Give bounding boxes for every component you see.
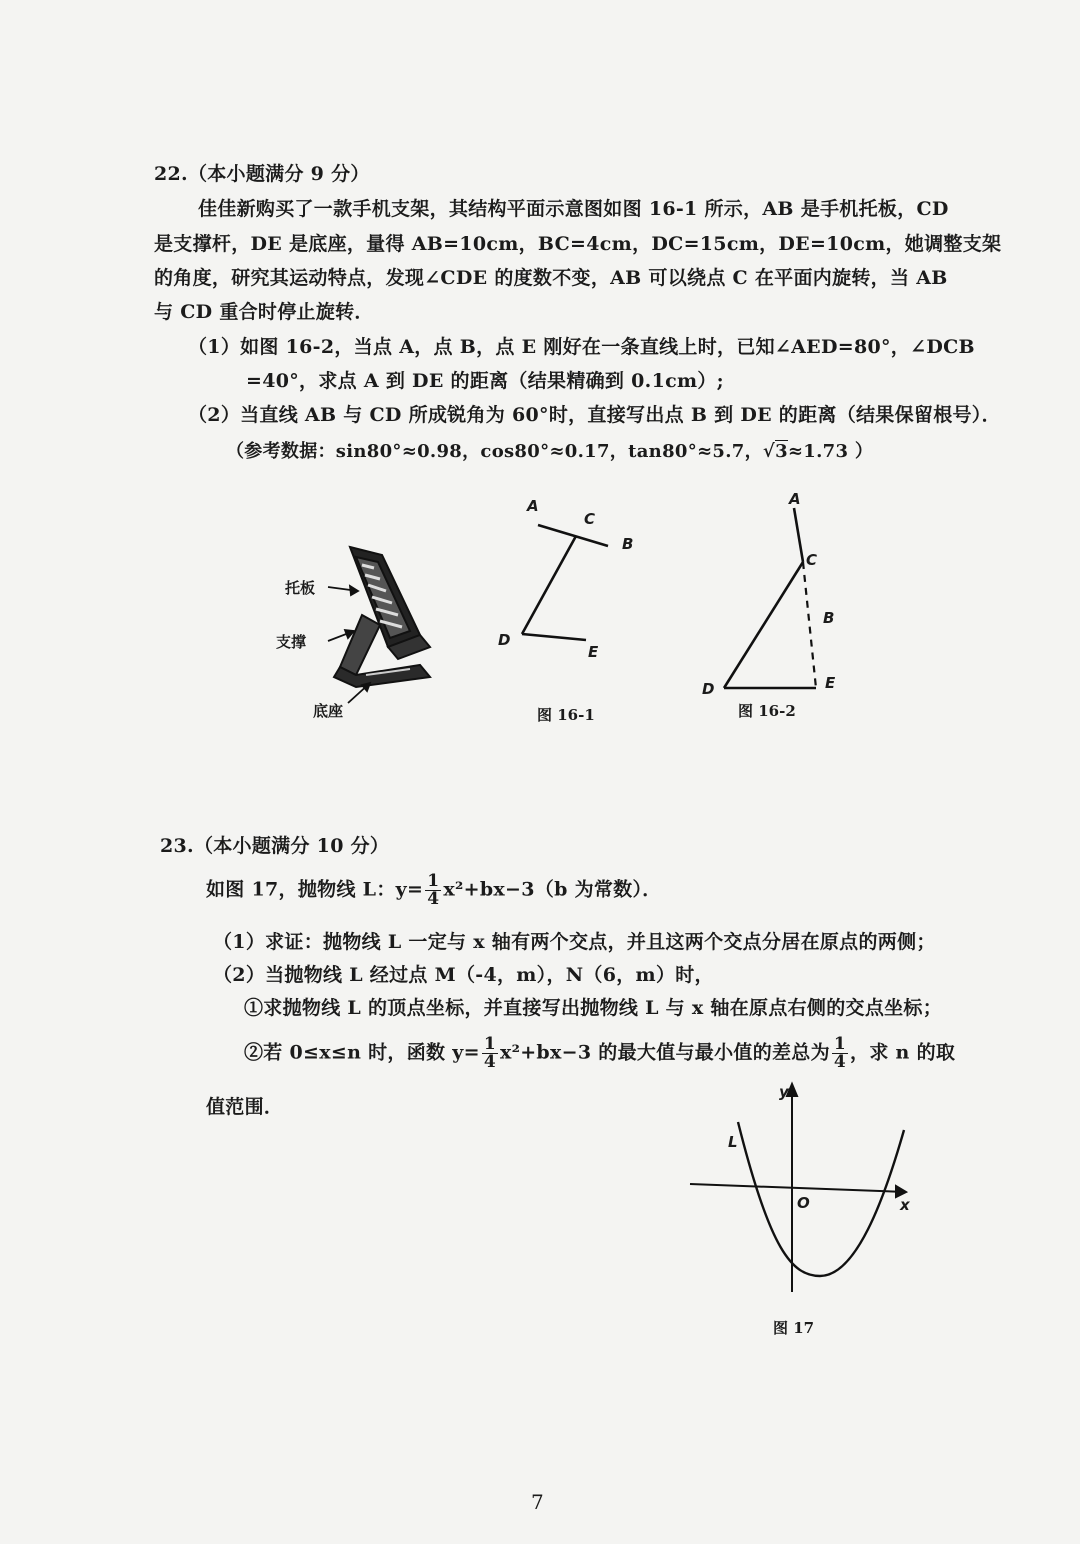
ref-prefix: （参考数据：sin80°≈0.98，cos80°≈0.17，tan80°≈5.7， [226,441,763,462]
fig16-1-label-c: C [584,510,596,528]
fig16-1-label-e: E [588,643,599,661]
q23-sub2-mid: x²+bx−3 的最大值与最小值的差总为 [499,1041,830,1064]
q23-sub2-suffix: ，求 n 的取 [850,1041,956,1064]
page-number: 7 [531,1490,544,1514]
q23-sub2-fraction-2 [832,1036,848,1071]
q22-part1-line-1: （1）如图 16-2，当点 A，点 B，点 E 刚好在一条直线上时，已知∠AED=80°，∠DCB [188,336,975,358]
fraction-numerator: 1 [427,871,440,891]
q23-sub2 [244,1036,955,1071]
q22-intro-line-3: 的角度，研究其运动特点，发现∠CDE 的度数不变，AB 可以绕点 C 在平面内旋转，当 AB [154,267,948,289]
q23-part2: （2）当抛物线 L 经过点 M（-4，m），N（6，m）时， [213,964,714,986]
parabola-l [738,1122,904,1276]
fraction-numerator: 1 [483,1034,496,1054]
figure-16-1 [490,490,650,680]
phone-stand-photo [270,535,450,725]
q22-part1-line-2: =40°，求点 A 到 DE 的距离（结果精确到 0.1cm）; [246,370,724,392]
segment-de [522,634,586,640]
figure-16-2 [690,490,850,700]
fig16-2-label-a: A [789,490,801,508]
q22-reference-data [226,439,873,465]
fig17-label-x: x [900,1196,910,1214]
fig17-caption: 图 17 [773,1319,815,1337]
segment-be-dashed [803,562,816,688]
sqrt-radicand: 3 [775,441,788,462]
segment-cd [522,536,576,634]
q23-sub1: ①求抛物线 L 的顶点坐标，并直接写出抛物线 L 与 x 轴在原点右侧的交点坐标； [244,997,943,1019]
fig16-2-label-b: B [823,609,835,627]
fig16-2-caption: 图 16-2 [738,702,796,720]
q22-part2: （2）当直线 AB 与 CD 所成锐角为 60°时，直接写出点 B 到 DE 的距离（结果保留根号）． [188,404,1001,426]
q22-intro-line-4: 与 CD 重合时停止旋转． [154,301,374,323]
fig16-2-label-c: C [806,551,818,569]
fig16-2-label-d: D [702,680,715,698]
segment-ac [794,508,803,562]
fraction-denominator: 4 [833,1052,847,1072]
fig17-label-o: O [797,1194,810,1212]
q22-intro-line-1: 佳佳新购买了一款手机支架，其结构平面示意图如图 16-1 所示，AB 是手机托板，CD [198,198,949,220]
label-dizuo: 底座 [313,702,344,720]
q23-heading: 23.（本小题满分 10 分） [160,835,390,857]
ref-suffix: ≈1.73 ） [787,441,874,462]
q23-fraction [425,873,441,908]
q23-intro-prefix: 如图 17，抛物线 L：y= [206,878,424,901]
label-tuoban: 托板 [285,579,316,597]
x-axis [690,1184,906,1192]
q23-sub2-line-2: 值范围． [206,1096,284,1118]
fig16-2-label-e: E [825,674,836,692]
fig16-1-label-a: A [527,497,539,515]
fig16-1-label-b: B [622,535,634,553]
fraction-denominator: 4 [427,889,440,909]
q23-intro-suffix: x²+bx−3（b 为常数）． [443,878,662,901]
sqrt-symbol: √ [762,441,776,462]
fig17-label-l: L [728,1133,738,1151]
label-zhicheng: 支撑 [276,633,307,651]
fig16-1-caption: 图 16-1 [537,706,595,724]
q22-heading: 22.（本小题满分 9 分） [154,163,370,185]
fig16-1-label-d: D [498,631,511,649]
q23-part1: （1）求证：抛物线 L 一定与 x 轴有两个交点，并且这两个交点分居在原点的两侧； [213,931,936,953]
fig17-label-y: y [779,1083,789,1101]
q23-intro [206,873,662,908]
q23-sub2-prefix: ②若 0≤x≤n 时，函数 y= [244,1041,480,1064]
fraction-denominator: 4 [483,1052,496,1072]
segment-cd [724,562,803,688]
q23-sub2-fraction-1 [482,1036,498,1071]
q22-intro-line-2: 是支撑杆，DE 是底座，量得 AB=10cm，BC=4cm，DC=15cm，DE=10cm，她调整支架 [154,233,1002,255]
fraction-numerator: 1 [833,1034,847,1054]
